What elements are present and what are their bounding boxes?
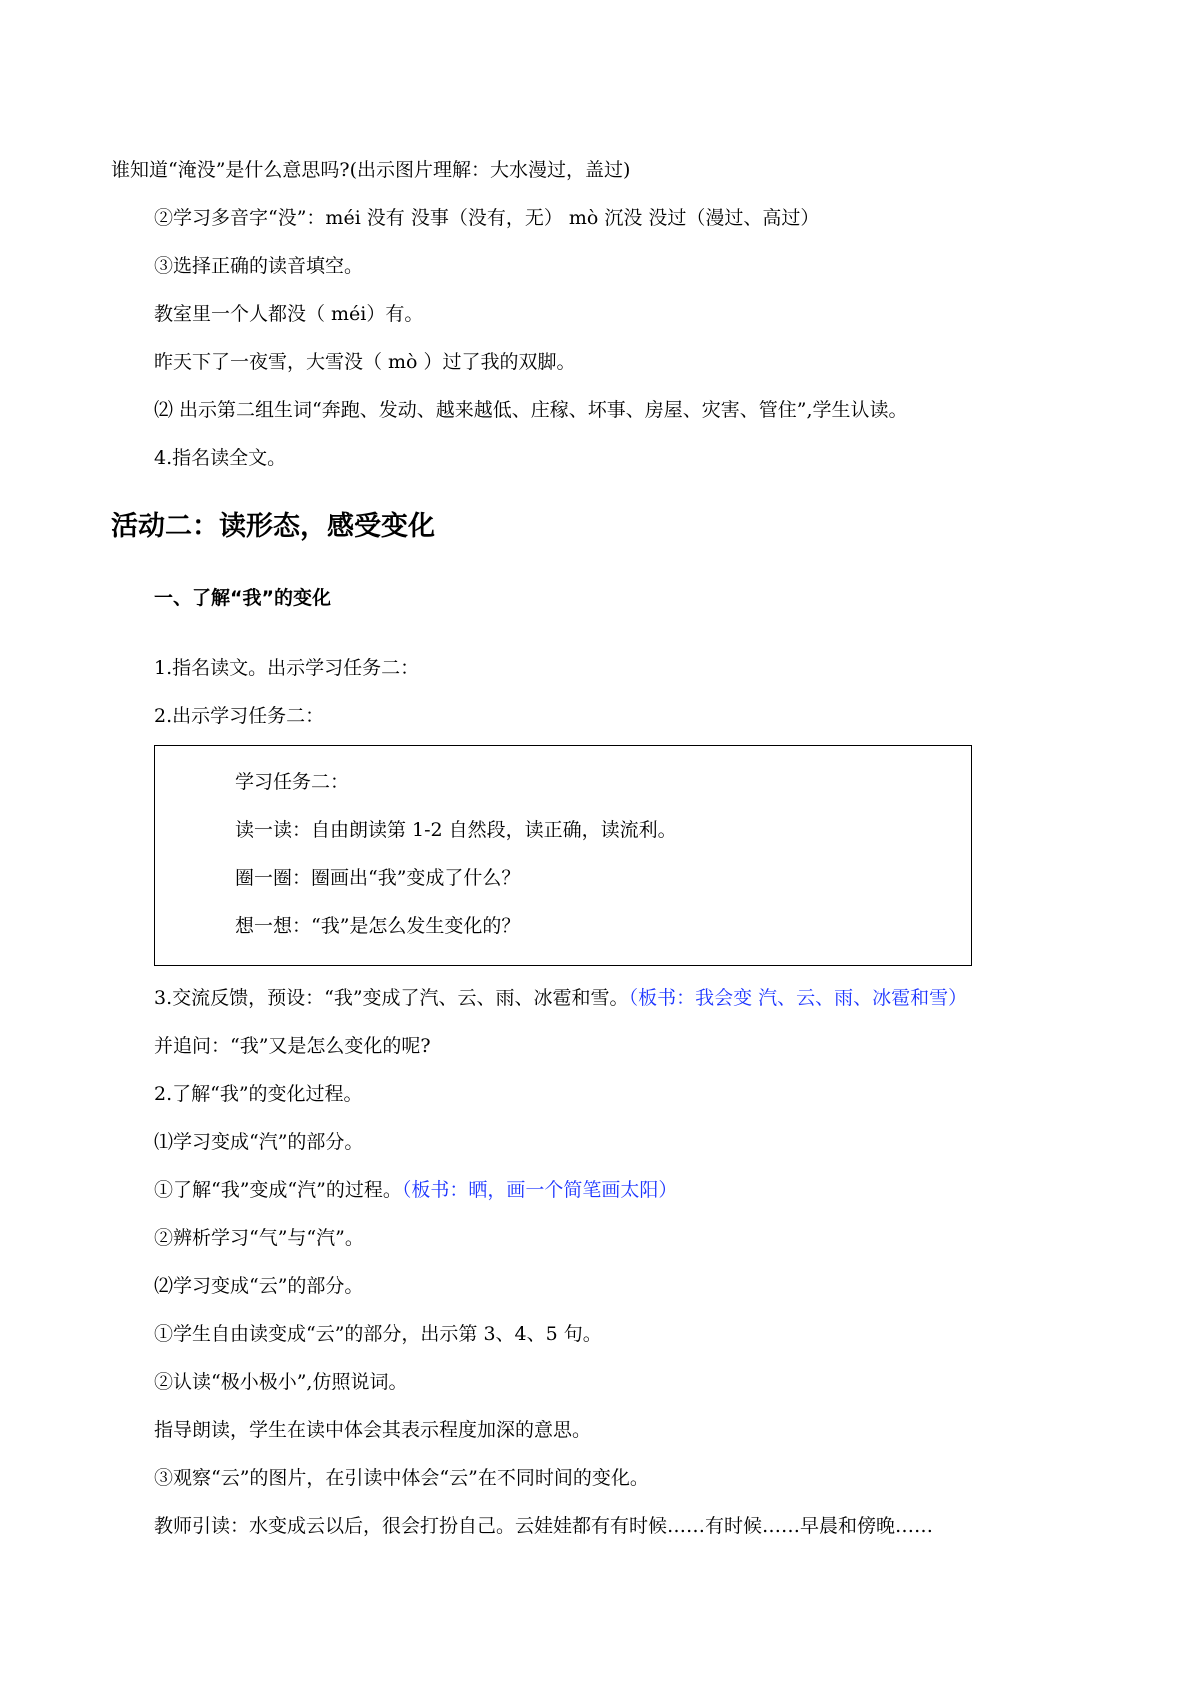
task-item-think: 想一想：“我”是怎么发生变化的？ (235, 915, 521, 937)
paragraph-polyphonic-mei: ②学习多音字“没”：méi 没有 没事（没有，无） mò 沉没 没过（漫过、高过） (154, 207, 820, 229)
paragraph-yanmo-meaning: 谁知道“淹没”是什么意思吗?(出示图片理解：大水漫过，盖过) (111, 159, 631, 181)
paragraph-teacher-lead: 教师引读：水变成云以后，很会打扮自己。云娃娃都有有时候……有时候……早晨和傍晚…… (154, 1515, 934, 1537)
feedback-text: 3.交流反馈，预设：“我”变成了汽、云、雨、冰雹和雪。 (154, 987, 629, 1009)
learning-task-box (154, 745, 972, 966)
paragraph-example-mo: 昨天下了一夜雪，大雪没（ mò ）过了我的双脚。 (154, 351, 576, 373)
paragraph-guided-reading: 指导朗读，学生在读中体会其表示程度加深的意思。 (154, 1419, 592, 1441)
paragraph-tiny-words: ②认读“极小极小”,仿照说词。 (154, 1371, 408, 1393)
task-item-circle: 圈一圈：圈画出“我”变成了什么？ (235, 867, 521, 889)
paragraph-read-full-text: 4.指名读全文。 (154, 447, 287, 469)
section-one-heading: 一、了解“我”的变化 (154, 587, 331, 609)
paragraph-choose-pronunciation: ③选择正确的读音填空。 (154, 255, 364, 277)
blackboard-note-changes: （板书：我会变 汽、云、雨、冰雹和雪） (628, 987, 968, 1009)
paragraph-vapor-section: ⑴学习变成“汽”的部分。 (154, 1131, 364, 1153)
paragraph-cloud-section: ⑵学习变成“云”的部分。 (154, 1275, 364, 1297)
paragraph-observe-cloud: ③观察“云”的图片，在引读中体会“云”在不同时间的变化。 (154, 1467, 649, 1489)
paragraph-feedback (154, 986, 967, 1010)
paragraph-qi-vs-qi: ②辨析学习“气”与“汽”。 (154, 1227, 364, 1249)
activity-two-heading: 活动二：读形态，感受变化 (111, 511, 435, 542)
blackboard-note-sun: （板书：晒，画一个简笔画太阳） (401, 1179, 678, 1201)
vapor-process-text: ①了解“我”变成“汽”的过程。 (154, 1179, 402, 1201)
paragraph-change-process: 2.了解“我”的变化过程。 (154, 1083, 363, 1105)
task-box-title: 学习任务二： (235, 771, 350, 793)
step-show-task: 2.出示学习任务二： (154, 705, 325, 727)
paragraph-second-word-group: ⑵ 出示第二组生词“奔跑、发动、越来越低、庄稼、坏事、房屋、灾害、管住”,学生认读。 (154, 399, 908, 421)
paragraph-cloud-reading: ①学生自由读变成“云”的部分，出示第 3、4、5 句。 (154, 1323, 602, 1345)
paragraph-vapor-process (154, 1178, 677, 1202)
paragraph-example-mei: 教室里一个人都没（ méi）有。 (154, 303, 424, 325)
step-read-text: 1.指名读文。出示学习任务二： (154, 657, 420, 679)
task-item-read: 读一读：自由朗读第 1-2 自然段，读正确，读流利。 (235, 819, 677, 841)
paragraph-followup-question: 并追问：“我”又是怎么变化的呢? (154, 1035, 431, 1057)
